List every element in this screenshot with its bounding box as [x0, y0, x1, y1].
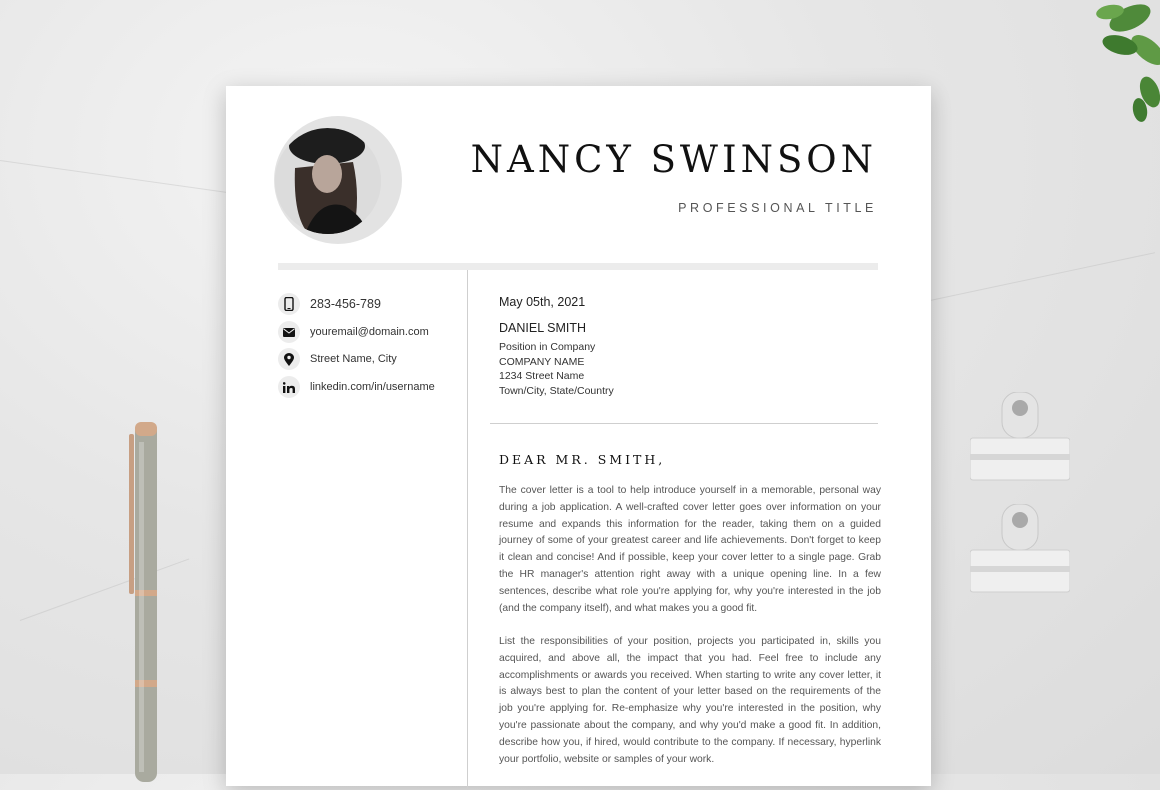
profile-photo: [275, 128, 381, 234]
company-city: Town/City, State/Country: [499, 384, 614, 397]
letter-paragraph-1: The cover letter is a tool to help introduce yourself in a memorable, personal way during a job application. A well-crafted cover letter goes over information on your resume and expands this information for the reader, taking them on a guided journey of some of your greatest career and life achievements. Don't forget to keep it clean and concise! And if possible, keep your cover letter to a single page. Grab the HR manager's attention right away with a unique opening line. In a few sentences, describe what role you're applying for, why you're interested in the job (and the company itself), and what makes you a good fit.: [499, 485, 881, 614]
linkedin-icon: [278, 376, 300, 398]
contact-linkedin: [278, 376, 435, 398]
plant-leaves: [1050, 0, 1160, 125]
pen: [127, 422, 163, 782]
contact-phone: [278, 293, 381, 315]
location-pin-icon: [278, 348, 300, 370]
column-divider: [467, 270, 468, 790]
marble-vein: [0, 160, 258, 197]
professional-title: PROFESSIONAL TITLE: [678, 201, 877, 215]
contact-address: [278, 348, 397, 370]
letter-date: May 05th, 2021: [499, 295, 586, 309]
resume-name: NANCY SWINSON: [470, 138, 877, 181]
binder-clip: [970, 392, 1070, 488]
recipient-position: Position in Company: [499, 341, 596, 353]
company-name: COMPANY NAME: [499, 355, 585, 368]
recipient-name: DANIEL SMITH: [499, 321, 587, 335]
letter-divider: [490, 423, 878, 424]
letter-paragraph-2: List the responsibilities of your position, projects you participated in, skills you acquired, and above all, the impact that you had. Feel free to include any accomplishments or awards you received. When starting to write any cover letter, it is always best to plan the content of your letter based on the requirements of the job you're applying for. Re-emphasize why you're interested in the position, why you're passionate about the company, and why you'd make a good fit. In addition, describe how you, if hired, would contribute to the company. If necessary, hyperlink your portfolio, website or samples of your work.: [499, 636, 881, 765]
resume-page: [226, 86, 931, 786]
envelope-icon: [278, 321, 300, 343]
email-text: youremail@domain.com: [310, 326, 429, 338]
contact-email: [278, 321, 429, 343]
address-text: Street Name, City: [310, 353, 397, 365]
company-street: 1234 Street Name: [499, 370, 585, 382]
binder-clip: [970, 504, 1070, 600]
phone-icon: [278, 293, 300, 315]
phone-text: 283-456-789: [310, 297, 381, 311]
marble-vein: [20, 558, 189, 621]
salutation: DEAR MR. SMITH,: [499, 452, 666, 467]
linkedin-text: linkedin.com/in/username: [310, 381, 435, 393]
marble-vein: [930, 252, 1155, 301]
header-divider: [278, 263, 878, 270]
